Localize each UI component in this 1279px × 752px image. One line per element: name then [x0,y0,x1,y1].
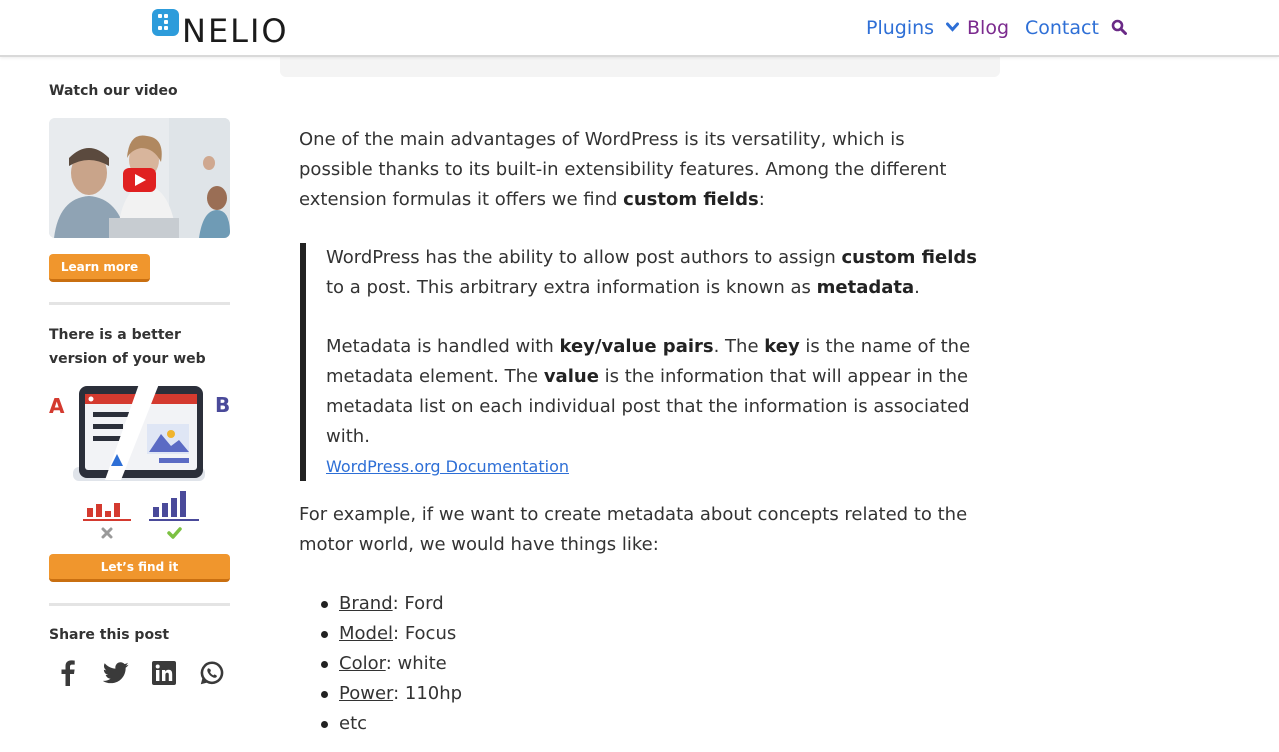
share-title: Share this post [49,627,170,643]
sidebar-divider-2 [49,603,230,606]
wordpress-docs-link[interactable]: WordPress.org Documentation [326,457,569,476]
nav-plugins-label: Plugins [866,17,935,39]
chevron-down-icon [946,22,959,32]
quote-paragraph-2: Metadata is handled with key/value pairs. The key is the name of the metadata element. The value is the information that will appear in the metadata list on each individual post that the information is associated with. [326,336,971,447]
video-people-image [49,118,230,238]
lets-find-it-button[interactable]: Let’s find it [49,554,230,582]
ab-label-a: A [49,394,65,418]
twitter-icon[interactable] [103,660,129,686]
site-header [0,0,1279,57]
video-thumbnail[interactable] [49,118,230,238]
list-item [339,679,462,709]
facebook-icon[interactable] [55,660,81,686]
video-title: Watch our video [49,83,178,99]
list-item-value: : Ford [392,593,444,614]
list-item-value: : Focus [393,623,457,644]
whatsapp-icon[interactable] [199,660,225,686]
search-icon[interactable] [1111,19,1127,35]
list-item [339,589,462,619]
nav-blog[interactable]: Blog [967,17,1009,39]
example-paragraph: For example, if we want to create metadata about concepts related to the motor world, we would have things like: [299,504,968,555]
nelio-logo[interactable] [152,9,289,50]
ab-label-b: B [215,393,230,417]
logo-text: NELIO [182,12,289,50]
list-item-value: etc [339,713,368,734]
list-item-key[interactable]: Model [339,623,394,644]
learn-more-button[interactable]: Learn more [49,254,150,282]
quote-paragraph-1: WordPress has the ability to allow post authors to assign custom fields to a post. This arbitrary extra information is known as metadata. [326,247,977,298]
linkedin-icon[interactable] [151,660,177,686]
metadata-list [339,589,462,739]
logo-mark-icon [152,9,179,36]
list-item-key[interactable]: Color [339,653,386,674]
list-item [339,619,462,649]
list-item [339,709,462,739]
sidebar-divider [49,302,230,305]
share-icons [55,660,225,686]
nav-plugins[interactable] [866,16,959,40]
list-item-key[interactable]: Brand [339,593,393,614]
list-item-key[interactable]: Power [339,683,394,704]
list-item-value: : 110hp [393,683,463,704]
list-item [339,649,462,679]
ab-title: There is a better version of your web [49,327,206,367]
list-item-value: : white [385,653,447,674]
intro-paragraph: One of the main advantages of WordPress is its versatility, which is possible thanks to its built-in extensibility features. Among the different extension formulas it offers we find custom fields: [299,129,947,210]
ab-testing-illustration [49,384,230,544]
nav-contact[interactable]: Contact [1025,17,1099,39]
